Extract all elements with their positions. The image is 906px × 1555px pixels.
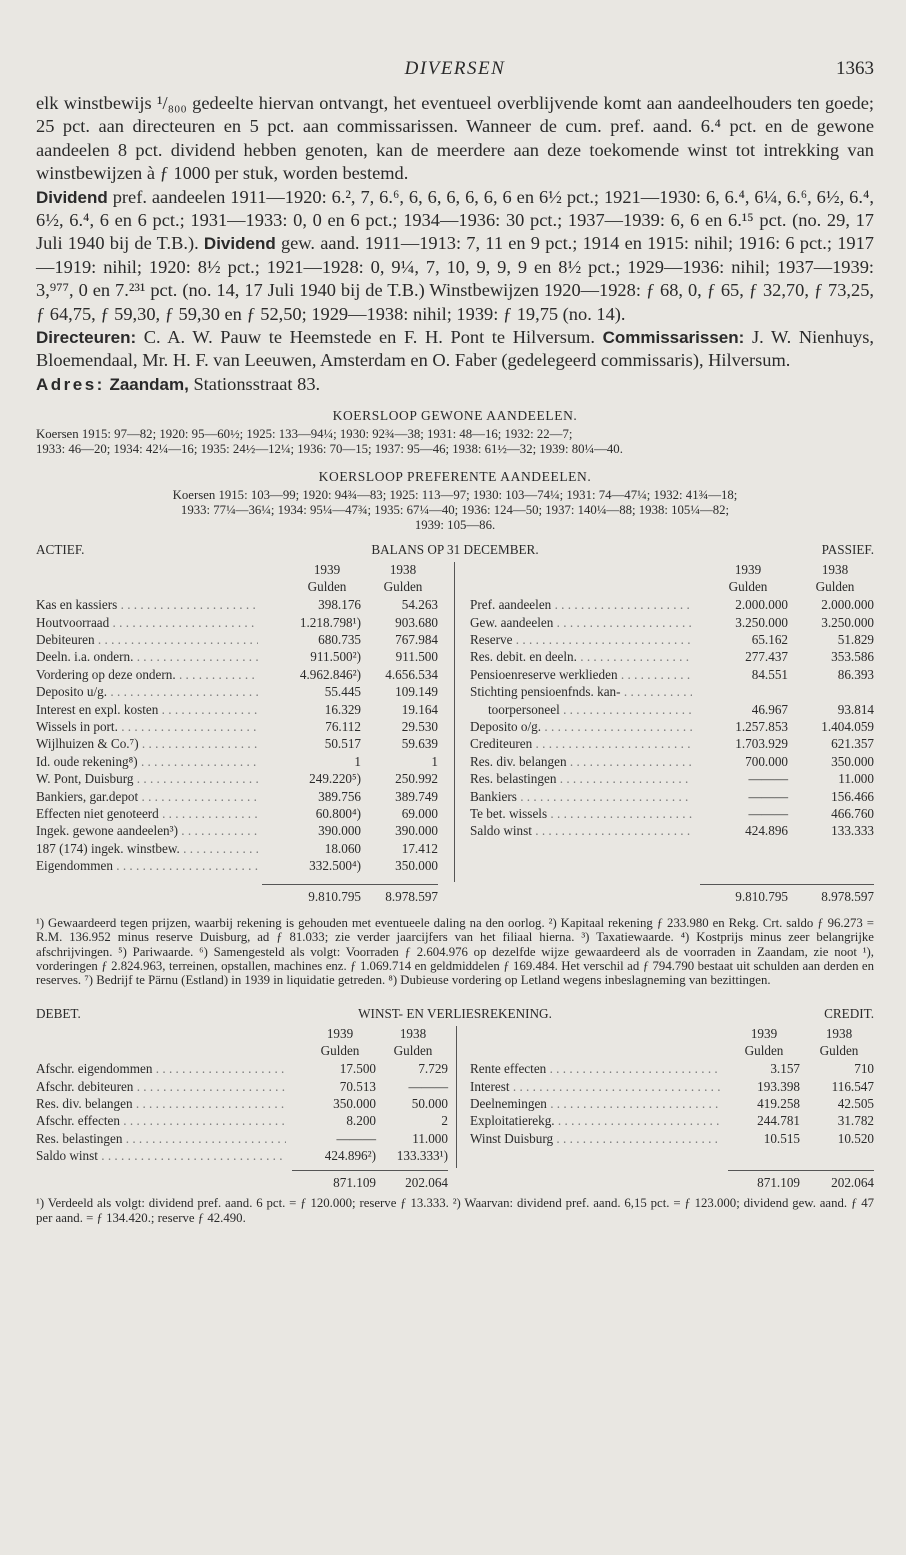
adres-text: Stationsstraat 83. xyxy=(193,373,321,394)
value-1939: 244.781 xyxy=(757,1113,800,1129)
value-1939: ——— xyxy=(748,805,788,821)
table-row xyxy=(36,840,438,857)
value-1938: 621.357 xyxy=(831,736,874,752)
value-1939: 3.250.000 xyxy=(735,614,788,630)
table-row xyxy=(470,596,874,613)
table-row xyxy=(36,631,438,648)
value-1938: 59.639 xyxy=(401,736,438,752)
koers-gewone-line2: 1933: 46—20; 1934: 42¼—16; 1935: 24½—12¼; 1936: 70—15; 1937: 95—46; 1938: 61½—32; 1939: 80¼—40. xyxy=(36,442,623,457)
table-row xyxy=(36,614,438,631)
value-1938: 93.814 xyxy=(837,701,874,717)
value-1939: 84.551 xyxy=(751,666,788,682)
table-row xyxy=(470,1060,874,1077)
value-1939: 10.515 xyxy=(763,1130,800,1146)
koers-gewone-heading: KOERSLOOP GEWONE AANDEELEN. xyxy=(332,408,578,424)
value-1938: 29.530 xyxy=(401,719,438,735)
table-row xyxy=(470,701,874,718)
value-1939: 249.220⁵) xyxy=(309,771,361,787)
value-1938: 2.000.000 xyxy=(821,597,874,613)
value-1939: ——— xyxy=(748,771,788,787)
winst-r-year2: 1938 xyxy=(825,1026,853,1042)
balans-total-right-1938: 8.978.597 xyxy=(821,889,874,905)
row-label: Te bet. wissels . . . xyxy=(470,805,692,822)
value-1938: 31.782 xyxy=(837,1113,874,1129)
value-1938: 466.760 xyxy=(831,805,874,821)
value-1939: 3.157 xyxy=(770,1061,800,1077)
value-1939: 1.703.929 xyxy=(735,736,788,752)
section-title: DIVERSEN xyxy=(404,58,506,79)
winst-divider xyxy=(456,1026,457,1168)
value-1938: 390.000 xyxy=(395,823,438,839)
value-1938: 350.000 xyxy=(395,858,438,874)
row-label: Reserve . . . xyxy=(470,631,692,648)
winst-total-right-1938: 202.064 xyxy=(831,1175,874,1191)
row-label: Saldo winst . . . xyxy=(36,1147,286,1164)
koers-gewone-line1: Koersen 1915: 97—82; 1920: 95—60½; 1925: 133—94¼; 1930: 92¾—38; 1931: 48—16; 1932: 22—7; xyxy=(36,427,573,442)
table-row xyxy=(36,1130,448,1147)
row-label: Wijlhuizen & Co.⁷) . . . xyxy=(36,735,258,752)
value-1938: 767.984 xyxy=(395,632,438,648)
table-row xyxy=(36,753,438,770)
value-1939: 70.513 xyxy=(339,1078,376,1094)
value-1939: 398.176 xyxy=(318,597,361,613)
row-label: Wissels in port. . . . xyxy=(36,718,258,735)
table-row xyxy=(470,735,874,752)
dividend-pref-text: pref. aandeelen 1911—1920: 6.², 7, 6.⁶, 6, 6, 6, 6, 6, 6 en 6½ pct.; 1921—1930: 6, 6.⁴, 6¼, 6.⁶, 6½, 6.⁴, 6½, 6.⁴, 6 en 6 pct.; 1931—1933: 0, 0 en 6 pct.; 1934—1936: 30 pct.; 1937—1939: 6, 6 en 6.¹⁵ pct. (no. 29, 17 Juli 1940 bij de T.B.). xyxy=(36,186,874,254)
value-1938: 133.333 xyxy=(831,823,874,839)
row-label: Afschr. eigendommen . . . xyxy=(36,1060,286,1077)
winst-left-rule xyxy=(292,1170,448,1171)
balans-divider xyxy=(454,562,455,882)
value-1938: 116.547 xyxy=(831,1078,874,1094)
running-header xyxy=(36,58,874,92)
row-label: Res. belastingen . . . xyxy=(36,1130,286,1147)
table-row xyxy=(36,596,438,613)
value-1939: 50.517 xyxy=(324,736,361,752)
balans-l-unit1: Gulden xyxy=(307,579,347,595)
table-row xyxy=(36,735,438,752)
value-1939: 680.735 xyxy=(318,632,361,648)
winst-credit-head: CREDIT. xyxy=(824,1006,874,1022)
value-1938: 1.404.059 xyxy=(821,719,874,735)
value-1939: 911.500²) xyxy=(310,649,361,665)
row-label: Id. oude rekening⁸) . . . xyxy=(36,753,258,770)
value-1939: 60.800⁴) xyxy=(315,805,361,821)
table-row xyxy=(36,1112,448,1129)
value-1939: 1.218.798¹) xyxy=(299,614,361,630)
row-label: Stichting pensioenfnds. kan- . . . xyxy=(470,683,692,700)
row-label: Deposito o/g. . . . xyxy=(470,718,692,735)
value-1939: 17.500 xyxy=(339,1061,376,1077)
actief-list xyxy=(36,596,438,874)
row-label: Bankiers, gar.depot . . . xyxy=(36,788,258,805)
row-label: Kas en kassiers . . . xyxy=(36,596,258,613)
dividend-gew-text: gew. aand. 1911—1913: 7, 11 en 9 pct.; 1914 en 1915: nihil; 1916: 6 pct.; 1917—1919: nihil; 1920: 8½ pct.; 1921—1928: 0, 9¼, 7, 10, 9, 9, 9 en 8½ pct.; 1929—1936: nihil; 1937—1939: 3,⁹⁷⁷, 0 en 7.²³¹ pct. (no. 14, 17 Juli 1940 bij de T.B.) Winstbewijzen 1920—1928: ƒ 68, 0, ƒ 65, ƒ 32,70, ƒ 73,25, ƒ 64,75, ƒ 59,30, ƒ 59,30 en ƒ 52,50; 1929—1938: nihil; 1939: ƒ 19,75 (no. 14). xyxy=(36,233,874,324)
balans-total-left-1939: 9.810.795 xyxy=(308,889,361,905)
value-1938: 2 xyxy=(441,1113,448,1129)
debet-list xyxy=(36,1060,448,1164)
value-1939: 277.437 xyxy=(745,649,788,665)
value-1938: 7.729 xyxy=(418,1061,448,1077)
value-1939: 390.000 xyxy=(318,823,361,839)
row-label: Res. debit. en deeln. . . . xyxy=(470,648,692,665)
value-1939: 55.445 xyxy=(324,684,361,700)
row-label: Saldo winst . . . xyxy=(470,822,692,839)
table-row xyxy=(470,1095,874,1112)
koers-pref-line1: Koersen 1915: 103—99; 1920: 94¾—83; 1925: 113—97; 1930: 103—74¼; 1931: 74—47¼; 1932: 41¾—18; xyxy=(172,488,738,503)
value-1938: 42.505 xyxy=(837,1096,874,1112)
table-row xyxy=(36,648,438,665)
row-label: Houtvoorraad . . . xyxy=(36,614,258,631)
passief-list xyxy=(470,596,874,839)
value-1938: 389.749 xyxy=(395,788,438,804)
adres-label: Adres: xyxy=(36,374,105,394)
value-1939: 1.257.853 xyxy=(735,719,788,735)
table-row xyxy=(470,822,874,839)
row-label: Vordering op deze ondern. . . . xyxy=(36,666,258,683)
winst-table xyxy=(36,1005,874,1192)
directeuren-label: Directeuren: xyxy=(36,328,137,348)
table-row xyxy=(36,1095,448,1112)
winst-l-year1: 1939 xyxy=(326,1026,354,1042)
table-row xyxy=(470,683,874,700)
intro-paragraph: elk winstbewijs ¹/₈₀₀ gedeelte hiervan ontvangt, het eventueel overblijvende komt aan aandeelhouders ten goede; 25 pct. aan directeuren en 5 pct. aan commissarissen. Wanneer de cum. pref. aand. 6.⁴ pct. en de gewone aandeelen 8 pct. dividend hebben genoten, kan de meerdere aan deze toekomende winst tot intrekking van winstbewijzen à ƒ 1000 per stuk, worden bestemd. xyxy=(36,93,874,184)
winst-total-left-1939: 871.109 xyxy=(333,1175,376,1191)
table-row xyxy=(470,770,874,787)
commissarissen-text: J. W. Nienhuys, Bloemendaal, Mr. H. F. van Leeuwen, Amsterdam en O. Faber (gedelegeerd commissaris), Hilversum. xyxy=(36,327,874,371)
table-row xyxy=(36,1147,448,1164)
value-1939: 8.200 xyxy=(346,1113,376,1129)
value-1938: 19.164 xyxy=(401,701,438,717)
value-1939: 65.162 xyxy=(751,632,788,648)
row-label: Pensioenreserve werklieden . . . xyxy=(470,666,692,683)
value-1938: 17.412 xyxy=(401,840,438,856)
value-1938: 51.829 xyxy=(837,632,874,648)
table-row xyxy=(36,822,438,839)
balans-title: BALANS OP 31 DECEMBER. xyxy=(371,542,539,558)
value-1938: 911.500 xyxy=(395,649,438,665)
row-label: Gew. aandeelen . . . xyxy=(470,614,692,631)
table-row xyxy=(470,631,874,648)
winst-l-unit1: Gulden xyxy=(320,1043,360,1059)
table-row xyxy=(470,1078,874,1095)
row-label: Deposito u/g. . . . xyxy=(36,683,258,700)
balans-r-year2: 1938 xyxy=(821,562,849,578)
dividend-label: Dividend xyxy=(36,187,108,207)
value-1939: 18.060 xyxy=(324,840,361,856)
value-1938: 353.586 xyxy=(831,649,874,665)
value-1938: 50.000 xyxy=(411,1096,448,1112)
table-row xyxy=(36,788,438,805)
koers-pref-text xyxy=(36,488,874,533)
row-label: Interest . . . xyxy=(470,1078,720,1095)
row-label: Interest en expl. kosten . . . xyxy=(36,701,258,718)
commissarissen-label: Commissarissen: xyxy=(602,328,745,348)
koers-pref-line3: 1939: 105—86. xyxy=(414,518,496,533)
value-1939: 424.896²) xyxy=(324,1148,376,1164)
winst-debet-head: DEBET. xyxy=(36,1006,81,1022)
row-label: Ingek. gewone aandeelen³) . . . xyxy=(36,822,258,839)
table-row xyxy=(470,718,874,735)
credit-list xyxy=(470,1060,874,1147)
balans-right-rule xyxy=(700,884,874,885)
table-row xyxy=(36,666,438,683)
value-1938: 133.333¹) xyxy=(396,1148,448,1164)
row-label: Bankiers . . . xyxy=(470,788,692,805)
balans-l-unit2: Gulden xyxy=(383,579,423,595)
value-1938: 250.992 xyxy=(395,771,438,787)
table-row xyxy=(36,857,438,874)
koers-pref-heading: KOERSLOOP PREFERENTE AANDEELEN. xyxy=(318,469,592,485)
row-label: 187 (174) ingek. winstbew. . . . xyxy=(36,840,258,857)
value-1938: 10.520 xyxy=(837,1130,874,1146)
balans-r-year1: 1939 xyxy=(734,562,762,578)
row-label: Effecten niet genoteerd . . . xyxy=(36,805,258,822)
value-1938: 903.680 xyxy=(395,614,438,630)
value-1939: ——— xyxy=(336,1130,376,1146)
balans-left-rule xyxy=(262,884,438,885)
row-label: toorpersoneel . . . xyxy=(488,701,692,718)
balans-passief-head: PASSIEF. xyxy=(821,542,874,558)
table-row xyxy=(470,1130,874,1147)
balans-total-right-1939: 9.810.795 xyxy=(735,889,788,905)
table-row xyxy=(36,701,438,718)
balans-footnotes: ¹) Gewaardeerd tegen prijzen, waarbij rekening is gehouden met eventueele daling na den oorlog. ²) Kapitaal rekening ƒ 233.980 en Rekg. Crt. saldo ƒ 96.273 = R.M. 136.952 minus reserve Duisburg, ad ƒ 81.033; zie verder jaarcijfers van het filiaal hierna. ³) Taxatiewaarde. ⁴) Kostprijs minus zeer belangrijke afschrijvingen. ⁵) Pariwaarde. ⁶) Samengesteld als volgt: Voorraden ƒ 2.604.976 op dezelfde wijze gewaardeerd als de voorraden in Zaandam, zie noot ¹), vorderingen ƒ 2.824.963, terreinen, opstallen, machines enz. ƒ 1.069.714 en geldmiddelen ƒ 169.484. Het verschil ad ƒ 794.790 bestaat uit schulden aan derden en reserves. ⁷) Bedrijf te Pärnu (Estland) in 1939 in liquidatie getreden. ⁸) Dubieuse vordering op Letland wegens inbeslagneming van bezittingen. xyxy=(36,916,874,988)
table-row xyxy=(36,1078,448,1095)
value-1939: 16.329 xyxy=(324,701,361,717)
balans-total-left-1938: 8.978.597 xyxy=(385,889,438,905)
page xyxy=(36,58,874,1225)
value-1939: 193.398 xyxy=(757,1078,800,1094)
winst-total-right-1939: 871.109 xyxy=(757,1175,800,1191)
value-1939: ——— xyxy=(748,788,788,804)
value-1939: 700.000 xyxy=(745,753,788,769)
value-1938: 350.000 xyxy=(831,753,874,769)
winst-total-left-1938: 202.064 xyxy=(405,1175,448,1191)
table-row xyxy=(36,1060,448,1077)
row-label: Crediteuren . . . xyxy=(470,735,692,752)
balans-actief-head: ACTIEF. xyxy=(36,542,85,558)
koers-gewone-text xyxy=(36,427,874,457)
table-row xyxy=(36,805,438,822)
value-1938: 710 xyxy=(854,1061,874,1077)
winst-r-unit2: Gulden xyxy=(819,1043,859,1059)
value-1938: 4.656.534 xyxy=(385,666,438,682)
row-label: Pref. aandeelen . . . xyxy=(470,596,692,613)
winst-r-year1: 1939 xyxy=(750,1026,778,1042)
winst-footnotes: ¹) Verdeeld als volgt: dividend pref. aand. 6 pct. = ƒ 120.000; reserve ƒ 13.333. ²) Waarvan: dividend pref. aand. 6,15 pct. = ƒ 123.000; dividend gew. aand. ƒ 47 per aand. = ƒ 134.420.; reserve ƒ 42.490. xyxy=(36,1196,874,1225)
dividend-label-2: Dividend xyxy=(203,234,276,254)
value-1938: 69.000 xyxy=(401,805,438,821)
row-label: Deeln. i.a. ondern. . . . xyxy=(36,648,258,665)
winst-title: WINST- EN VERLIESREKENING. xyxy=(358,1006,552,1022)
adres-place: Zaandam, xyxy=(109,374,189,394)
row-label: Afschr. debiteuren . . . xyxy=(36,1078,286,1095)
row-label: Res. div. belangen . . . xyxy=(470,753,692,770)
page-number: 1363 xyxy=(836,58,874,79)
value-1938: 1 xyxy=(431,753,438,769)
value-1938: 3.250.000 xyxy=(821,614,874,630)
value-1938: 11.000 xyxy=(412,1130,448,1146)
value-1938: 156.466 xyxy=(831,788,874,804)
balans-l-year1: 1939 xyxy=(313,562,341,578)
value-1939: 350.000 xyxy=(333,1096,376,1112)
row-label: Deelnemingen . . . xyxy=(470,1095,720,1112)
value-1939: 332.500⁴) xyxy=(309,858,361,874)
table-row xyxy=(470,1112,874,1129)
value-1939: 4.962.846²) xyxy=(299,666,361,682)
value-1939: 2.000.000 xyxy=(735,597,788,613)
value-1938: 54.263 xyxy=(401,597,438,613)
value-1939: 1 xyxy=(354,753,361,769)
directeuren-text: C. A. W. Pauw te Heemstede en F. H. Pont te Hilversum. xyxy=(143,327,595,348)
value-1939: 76.112 xyxy=(325,719,361,735)
winst-r-unit1: Gulden xyxy=(744,1043,784,1059)
row-label: W. Pont, Duisburg . . . xyxy=(36,770,258,787)
table-row xyxy=(470,753,874,770)
row-label: Debiteuren . . . xyxy=(36,631,258,648)
table-row xyxy=(470,614,874,631)
value-1939: 424.896 xyxy=(745,823,788,839)
row-label: Afschr. effecten . . . xyxy=(36,1112,286,1129)
table-row xyxy=(470,666,874,683)
winst-right-rule xyxy=(728,1170,874,1171)
value-1938: 11.000 xyxy=(838,771,874,787)
value-1939: 389.756 xyxy=(318,788,361,804)
row-label: Res. div. belangen . . . xyxy=(36,1095,286,1112)
koers-pref-line2: 1933: 77¼—36¼; 1934: 95¼—47¾; 1935: 67¼—40; 1936: 124—50; 1937: 140¼—88; 1938: 105¼—82; xyxy=(180,503,730,518)
value-1938: 86.393 xyxy=(837,666,874,682)
value-1939: 419.258 xyxy=(757,1096,800,1112)
winst-l-year2: 1938 xyxy=(399,1026,427,1042)
table-row xyxy=(36,718,438,735)
row-label: Winst Duisburg . . . xyxy=(470,1130,720,1147)
row-label: Rente effecten . . . xyxy=(470,1060,720,1077)
row-label: Eigendommen . . . xyxy=(36,857,258,874)
table-row xyxy=(36,683,438,700)
balans-l-year2: 1938 xyxy=(389,562,417,578)
winst-l-unit2: Gulden xyxy=(393,1043,433,1059)
table-row xyxy=(470,648,874,665)
value-1938: ——— xyxy=(408,1078,448,1094)
value-1938: 109.149 xyxy=(395,684,438,700)
row-label: Exploitatierekg. . . . xyxy=(470,1112,720,1129)
value-1939: 46.967 xyxy=(751,701,788,717)
balans-table xyxy=(36,541,874,908)
balans-r-unit1: Gulden xyxy=(728,579,768,595)
table-row xyxy=(36,770,438,787)
balans-r-unit2: Gulden xyxy=(815,579,855,595)
table-row xyxy=(470,788,874,805)
intro-text xyxy=(36,92,874,396)
row-label: Res. belastingen . . . xyxy=(470,770,692,787)
table-row xyxy=(470,805,874,822)
